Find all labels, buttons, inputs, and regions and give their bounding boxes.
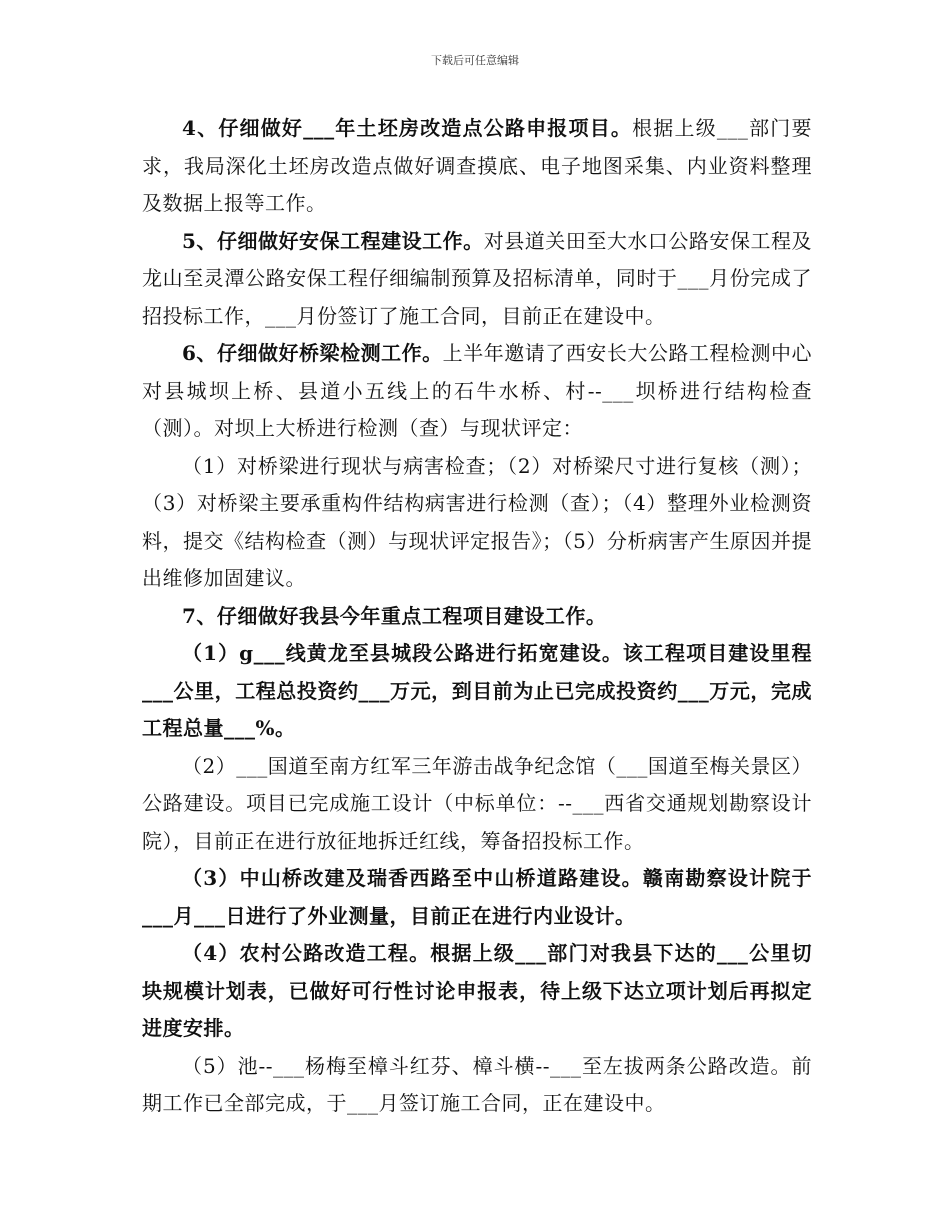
- paragraph-text: （1）对桥梁进行现状与病害检查；（2）对桥梁尺寸进行复核（测）；（3）对桥梁主要承重构件结构病害进行检测（查）；（4）整理外业检测资料，提交《结构检查（测）与现状评定报告》；（5）分析病害产生原因并提出维修加固建议。: [142, 453, 812, 590]
- document-body: [142, 110, 812, 1123]
- paragraph-text: （5）池--___杨梅至樟斗红芬、樟斗横--___至左拔两条公路改造。前期工作已全部完成，于___月签订施工合同，正在建设中。: [142, 1053, 812, 1115]
- paragraph-heading: 5、仔细做好安保工程建设工作。: [182, 228, 484, 253]
- paragraph-sub-4: [142, 935, 812, 1048]
- paragraph-heading: 4、仔细做好___年土坯房改造点公路申报项目。: [182, 116, 633, 140]
- paragraph-heading: （4）农村公路改造工程。根据上级___部门对我县下达的___公里切块规模计划表，已做好可行性讨论申报表，待上级下达立项计划后再拟定进度安排。: [142, 941, 812, 1040]
- paragraph-heading: （1）g___线黄龙至县城段公路进行拓宽建设。该工程项目建设里程___公里，工程总投资约___万元，到目前为止已完成投资约___万元，完成工程总量___%。: [142, 641, 812, 740]
- paragraph-sub-1: [142, 635, 812, 748]
- paragraph-text: 根据上级___部门要求，我局深化土坯房改造点做好调查摸底、电子地图采集、内业资料整理及数据上报等工作。: [142, 116, 813, 215]
- paragraph-bridge-checklist: [142, 448, 812, 598]
- paragraph-sub-5: [142, 1048, 812, 1123]
- paragraph-sub-3: [142, 860, 812, 935]
- paragraph-heading: 6、仔细做好桥梁检测工作。: [182, 341, 443, 365]
- paragraph-text: 上半年邀请了西安长大公路工程检测中心对县城坝上桥、县道小五线上的石牛水桥、村--___坝桥进行结构检查（测）。对坝上大桥进行检测（查）与现状评定：: [142, 341, 812, 440]
- paragraph-heading: （3）中山桥改建及瑞香西路至中山桥道路建设。赣南勘察设计院于___月___日进行了外业测量，目前正在进行内业设计。: [142, 866, 812, 928]
- paragraph-heading: 7、仔细做好我县今年重点工程项目建设工作。: [182, 603, 607, 628]
- paragraph-item-5: [142, 223, 812, 336]
- paragraph-text: （2）___国道至南方红军三年游击战争纪念馆（___国道至梅关景区）公路建设。项目已完成施工设计（中标单位：--___西省交通规划勘察设计院），目前正在进行放征地拆迁红线，筹备招投标工作。: [142, 753, 812, 853]
- paragraph-item-6: [142, 335, 812, 448]
- paragraph-item-7: [142, 598, 812, 636]
- paragraph-text: 对县道关田至大水口公路安保工程及龙山至灵潭公路安保工程仔细编制预算及招标清单，同时于___月份完成了招投标工作，___月份签订了施工合同，目前正在建设中。: [142, 228, 813, 328]
- paragraph-sub-2: [142, 748, 812, 861]
- page-header: 下载后可任意编辑: [431, 54, 519, 67]
- paragraph-item-4: [142, 110, 812, 223]
